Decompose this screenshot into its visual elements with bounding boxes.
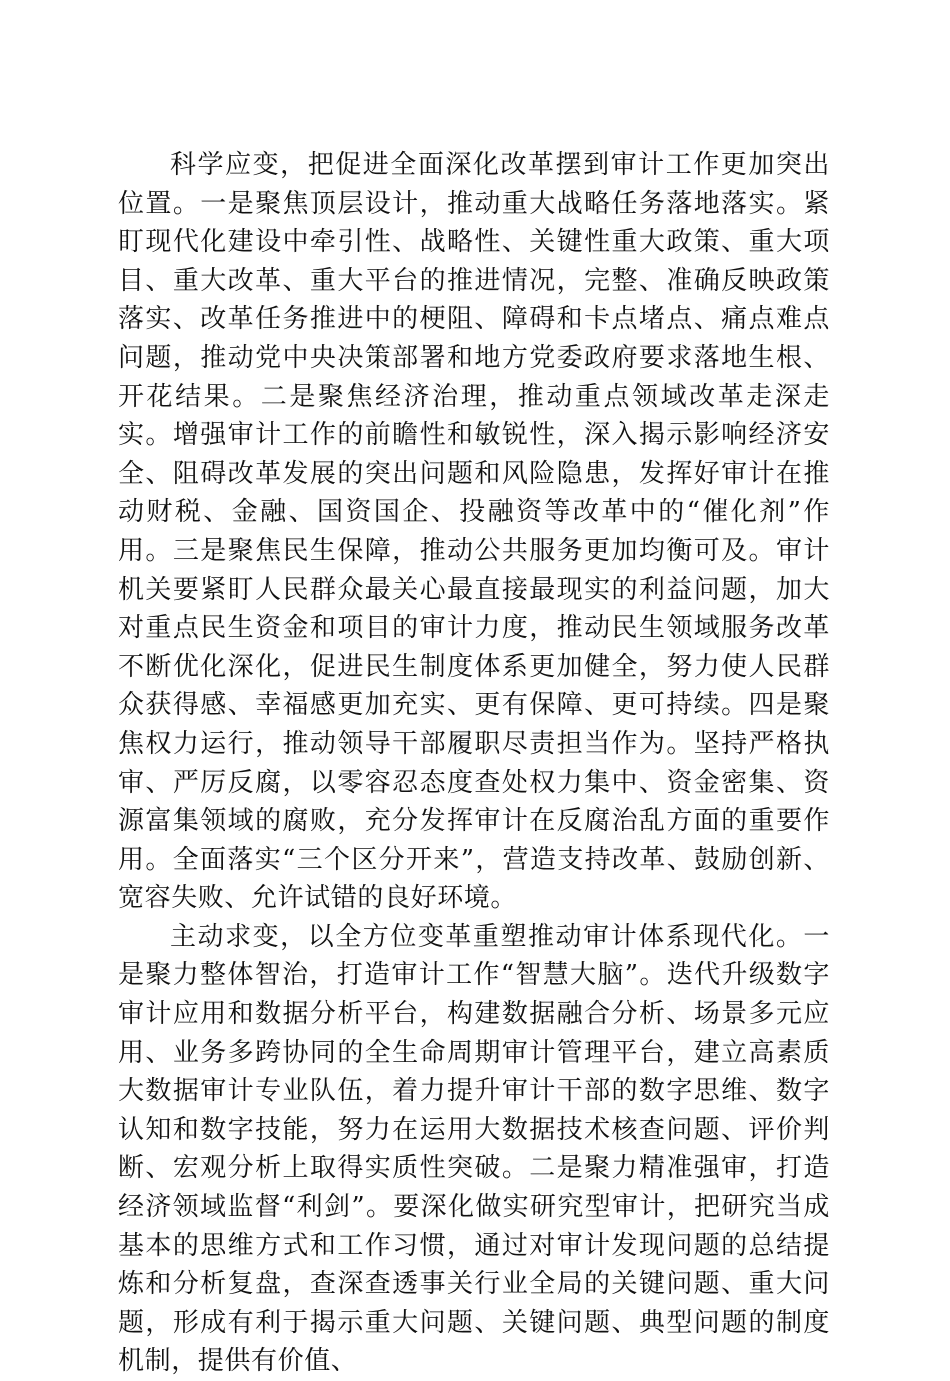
- paragraph-reform-audit: 科学应变，把促进全面深化改革摆到审计工作更加突出位置。一是聚焦顶层设计，推动重大战略任务落地落实。紧盯现代化建设中牵引性、战略性、关键性重大政策、重大项目、重大改革、重大平台的推进情况，完整、准确反映政策落实、改革任务推进中的梗阻、障碍和卡点堵点、痛点难点问题，推动党中央决策部署和地方党委政府要求落地生根、开花结果。二是聚焦经济治理，推动重点领域改革走深走实。增强审计工作的前瞻性和敏锐性，深入揭示影响经济安全、阻碍改革发展的突出问题和风险隐患，发挥好审计在推动财税、金融、国资国企、投融资等改革中的“催化剂”作用。三是聚焦民生保障，推动公共服务更加均衡可及。审计机关要紧盯人民群众最关心最直接最现实的利益问题，加大对重点民生资金和项目的审计力度，推动民生领域服务改革不断优化深化，促进民生制度体系更加健全，努力使人民群众获得感、幸福感更加充实、更有保障、更可持续。四是聚焦权力运行，推动领导干部履职尽责担当作为。坚持严格执审、严厉反腐，以零容忍态度查处权力集中、资金密集、资源富集领域的腐败，充分发挥审计在反腐治乱方面的重要作用。全面落实“三个区分开来”，营造支持改革、鼓励创新、宽容失败、允许试错的良好环境。: [118, 150, 830, 914]
- body-text: [118, 146, 830, 1381]
- paragraph-audit-modernization: 主动求变，以全方位变革重塑推动审计体系现代化。一是聚力整体智治，打造审计工作“智慧大脑”。迭代升级数字审计应用和数据分析平台，构建数据融合分析、场景多元应用、业务多跨协同的全生命周期审计管理平台，建立高素质大数据审计专业队伍，着力提升审计干部的数字思维、数字认知和数字技能，努力在运用大数据技术核查问题、评价判断、宏观分析上取得实质性突破。二是聚力精准强审，打造经济领域监督“利剑”。要深化做实研究型审计，把研究当成基本的思维方式和工作习惯，通过对审计发现问题的总结提炼和分析复盘，查深查透事关行业全局的关键问题、重大问题，形成有利于揭示重大问题、关键问题、典型问题的制度机制，提供有价值、: [118, 921, 830, 1377]
